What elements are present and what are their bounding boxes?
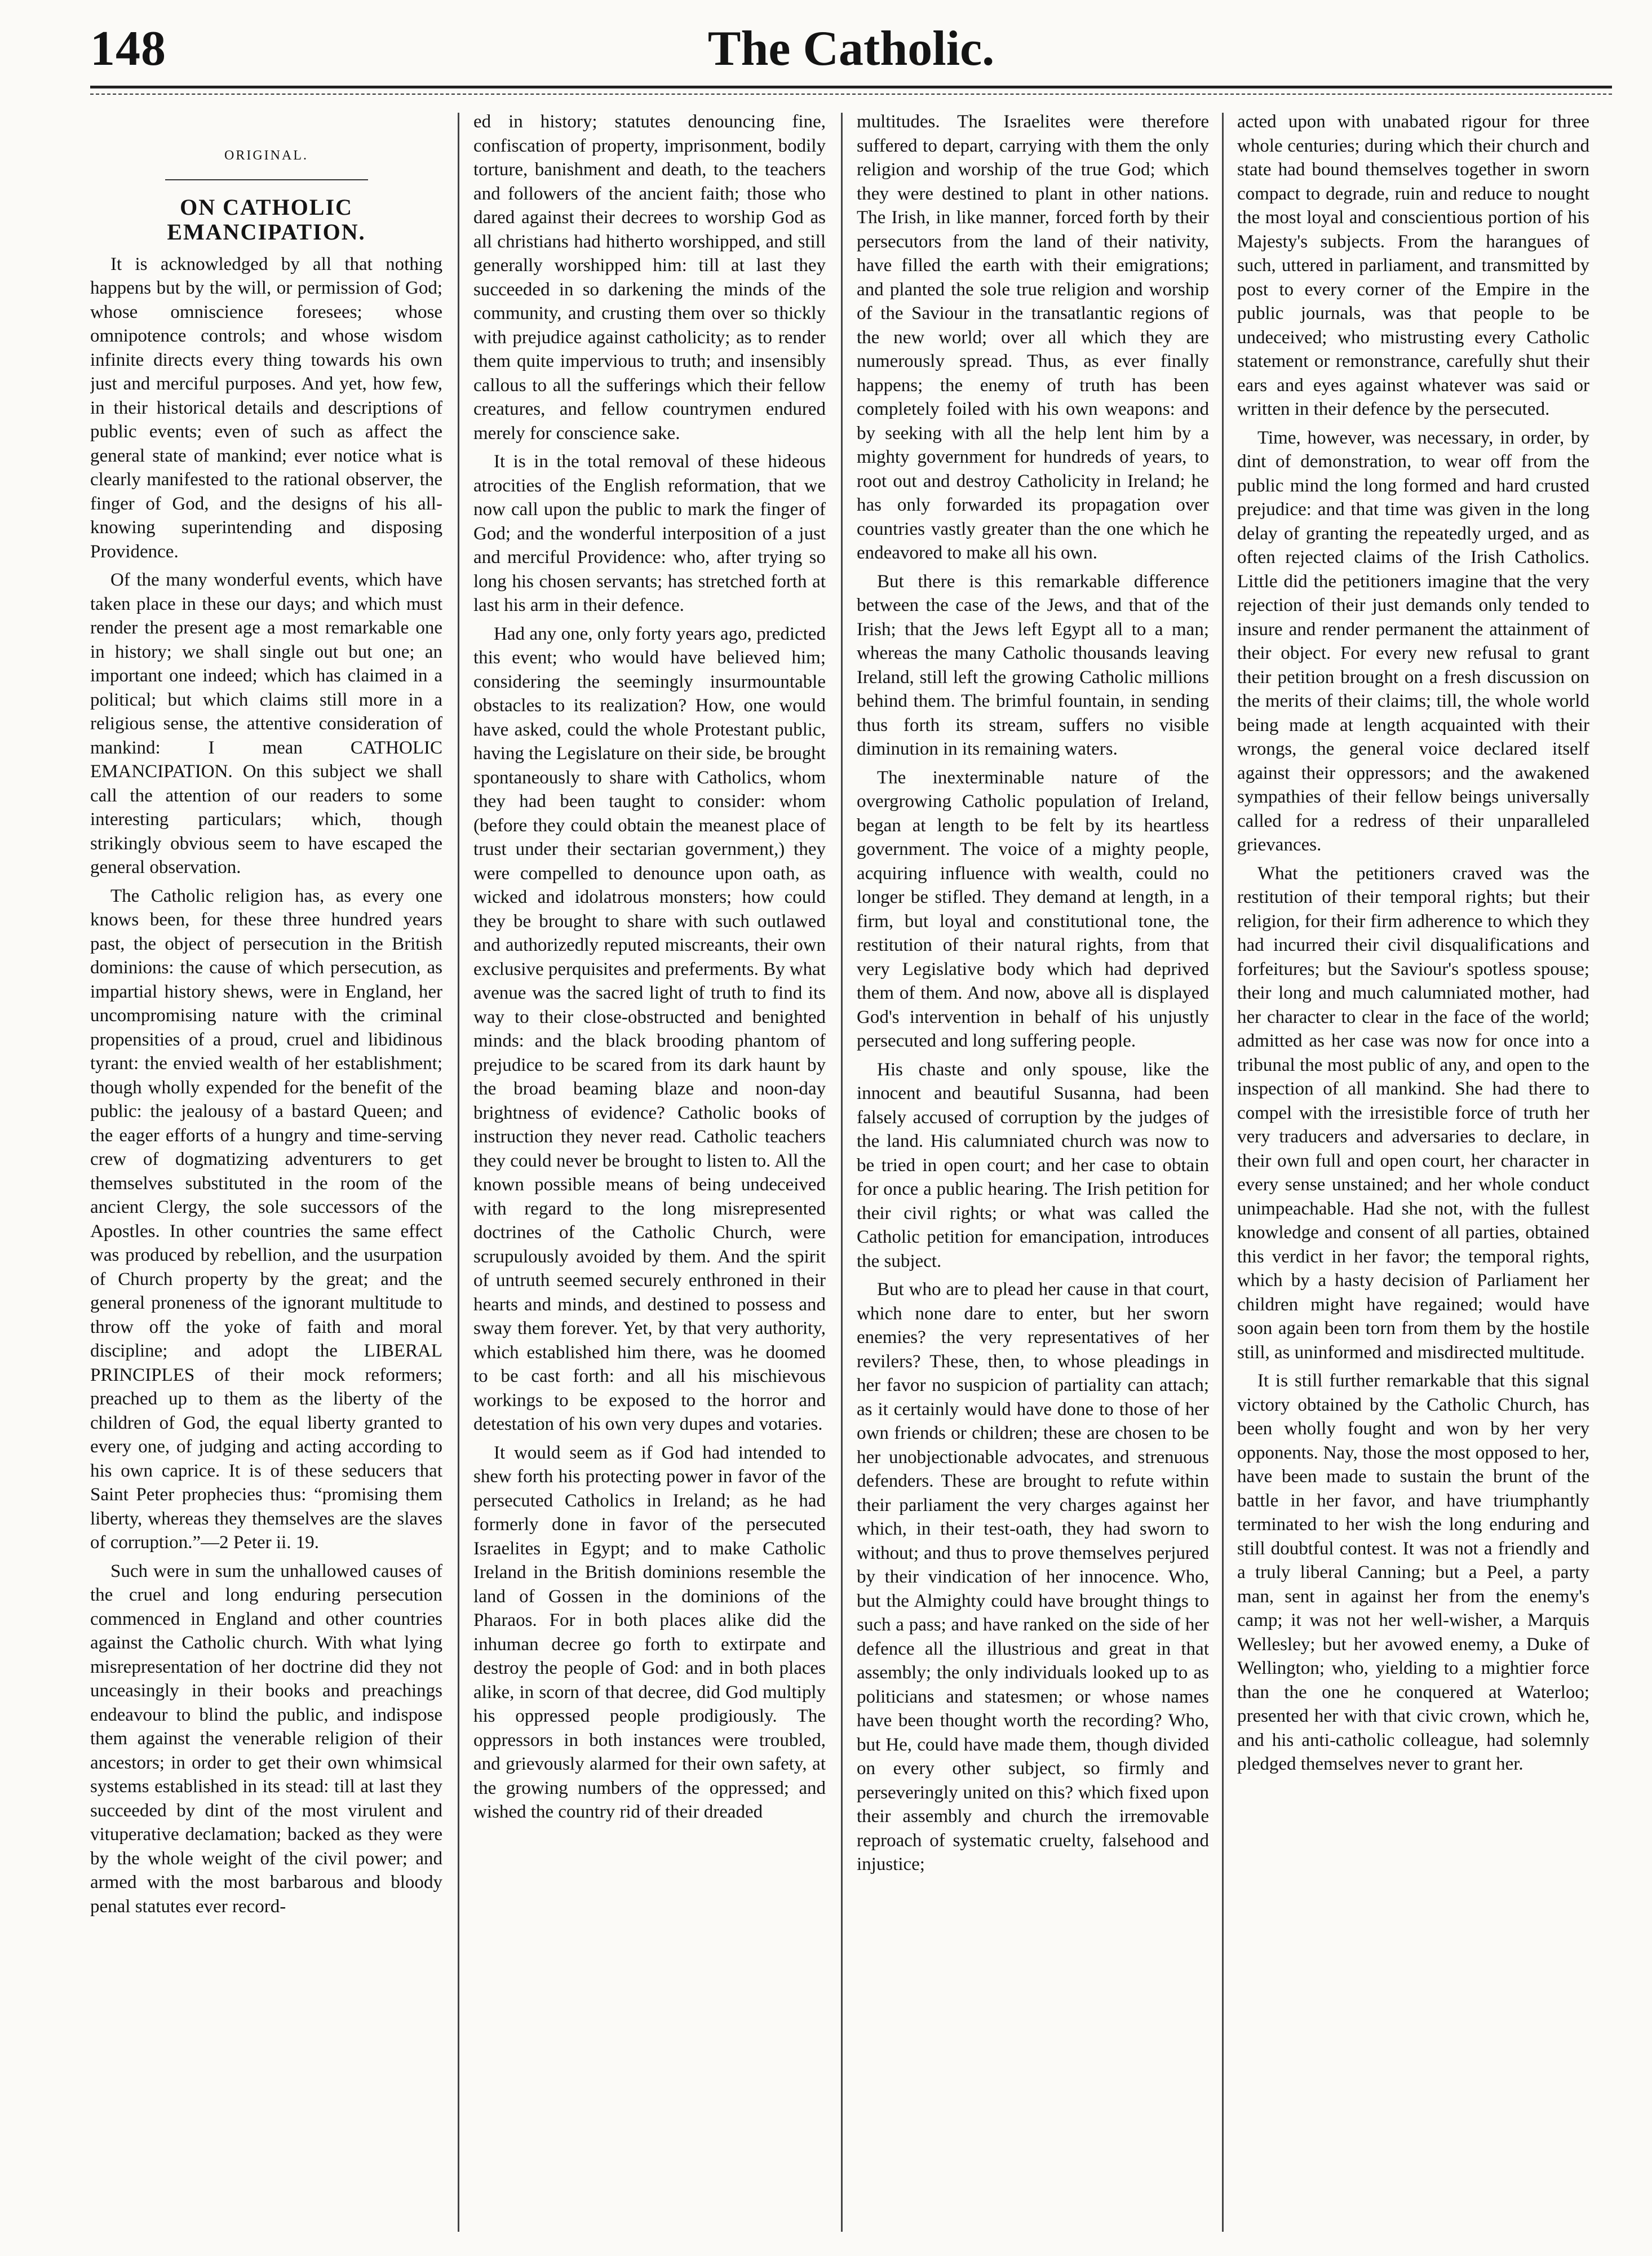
- header-rule: [90, 86, 1612, 88]
- section-rule: [165, 179, 368, 180]
- paragraph: acted upon with unabated rigour for three whole centuries; during which their church and state had bound themselves together in sworn compact to degrade, ruin and reduce to nought the most loyal and conscientious portion of his Majesty's subjects. From the harangues of such, uttered in parliament, and transmitted by post to every corner of the Empire in the public journals, was that people to be undeceived; who mistrusting every Catholic statement or remonstrance, carefully shut their ears and eyes against whatever was said or written in their defence by the persecuted.: [1237, 112, 1589, 419]
- paragraph: multitudes. The Israelites were therefore suffered to depart, carrying with them the only religion and worship of the true God; which they were destined to plant in other nations. The Irish, in like manner, forced forth by their persecutors from the land of their nativity, have filled the earth with their emigrations; and planted the sole true religion and worship of the Saviour in the transatlantic regions of the new world; over all which they are numerously spread. Thus, as ever finally happens; the enemy of truth has been completely foiled with his own weapons: and by seeking with all the help lent him by a mighty government for hundreds of years, to root out and destroy Catholicity in Ireland; he has only forwarded its propagation over countries vastly greater than the one which he endeavored to make all his own.: [857, 112, 1209, 563]
- paragraph: But there is this remarkable difference between the case of the Jews, and that of the Irish; that the Jews left Egypt all to a man; whereas the many Catholic thousands leaving Ireland, still left the growing Catholic millions behind them. The brimful fountain, in sending thus forth its stream, suffers no visible diminution in its remaining waters.: [857, 571, 1209, 759]
- paragraph: But who are to plead her cause in that court, which none dare to enter, but her sworn enemies? the very representatives of her revilers? These, then, to whose pleadings in her favor no suspicion of partiality can attach; as it certainly would have done to those of her own friends or children; these are chosen to be her unobjectionable advocates, and strenuous defenders. These are brought to refute within their parliament the very charges against her which, in their test-oath, they had sworn to without; and thus to prove themselves perjured by their vindication of her innocence. Who, but the Almighty could have brought things to such a pass; and have ranked on the side of her defence all the illustrious and great in that assembly; the only individuals looked up to as politicians and statesmen; or whose names have been thought worth the recording? Who, but He, could have made them, though divided on every other subject, so firmly and perseveringly united on this? which fixed upon their assembly and church the irremovable reproach of systematic cruelty, falsehood and injustice;: [857, 1279, 1209, 1874]
- paragraph: What the petitioners craved was the restitution of their temporal rights; but their religion, for their firm adherence to which they had incurred their civil disqualifications and forfeitures; but the Saviour's spotless spouse; their long and much calumniated mother, had her character to clear in the face of the world; admitted as her case was now for once into a tribunal the most public of any, and open to the inspection of all mankind. She had there to compel with the irresistible force of truth her very traducers and adversaries to declare, in their own full and open court, her character in every sense unstained; and her whole conduct unimpeachable. Had she not, with the fullest knowledge and consent of all parties, obtained this verdict in her favor; the temporal rights, which by a hasty decision of Parliament her children might have regained; would have soon again been torn from them by the hostile still, as uninformed and misdirected multitude.: [1237, 863, 1589, 1363]
- paragraph: The Catholic religion has, as every one knows been, for these three hundred years past, the object of persecution in the British dominions: the cause of which persecution, as impartial history shews, were in England, her uncompromising nature with the criminal propensities of a proud, cruel and libidinous tyrant: the envied wealth of her establishment; though wholly expended for the benefit of the public: the jealousy of a bastard Queen; and the eager efforts of a hungry and time-serving crew of dogmatizing adventurers to get themselves substituted in the room of the ancient Clergy, the sole successors of the Apostles. In other countries the same effect was produced by rebellion, and the usurpation of Church property by the great; and the general proneness of the ignorant multitude to throw off the yoke of faith and moral discipline; and adopt the LIBERAL PRINCIPLES of their mock reformers; preached up to them as the liberty of the children of God, the equal liberty granted to every one, of judging and acting according to his own caprice. It is of these seducers that Saint Peter prophecies thus: “promising them liberty, whereas they themselves are the slaves of corruption.”—2 Peter ii. 19.: [90, 885, 442, 1553]
- journal-title: The Catholic.: [707, 21, 995, 76]
- column-divider: [1222, 113, 1224, 2232]
- paragraph: The inexterminable nature of the overgrowing Catholic population of Ireland, began at length to be felt by its heartless government. The voice of a mighty people, acquiring influence with wealth, could no longer be stifled. They demand at length, in a firm, but loyal and constitutional tone, the restitution of their natural rights, from that very Legislative body which had deprived them of them. And now, above all is displayed God's intervention in behalf of his unjustly persecuted and long suffering people.: [857, 767, 1209, 1051]
- paragraph: It would seem as if God had intended to shew forth his protecting power in favor of the persecuted Catholics in Ireland; as he had formerly done in favor of the persecuted Israelites in Egypt; and to make Catholic Ireland in the British dominions resemble the land of Gossen in the dominions of the Pharaos. For in both places alike did the inhuman decree go forth to extirpate and destroy the people of God: and in both places alike, in scorn of that decree, did God multiply his oppressed people prodigiously. The oppressors in both instances were troubled, and grievously alarmed for their own safety, at the growing numbers of the oppressed; and wished the country rid of their dreaded: [473, 1442, 826, 1822]
- paragraph: Of the many wonderful events, which have taken place in these our days; and which must render the present age a most remarkable one in history; we shall single out but one; an important one indeed; which has claimed in a political; but which claims still more in a religious sense, the attentive consideration of mankind: I mean CATHOLIC EMANCIPATION. On this subject we shall call the attention of our readers to some interesting particulars; which, though strikingly obvious seem to have escaped the general observation.: [90, 570, 442, 877]
- header-rule-dashed: [90, 94, 1612, 95]
- paragraph: ed in history; statutes denouncing fine, confiscation of property, imprisonment, bodily torture, banishment and death, to the teachers and followers of the ancient faith; those who dared against their decrees to worship God as all christians had hitherto worshipped, and still generally worshipped him: till at last they succeeded in so darkening the minds of the community, and crusting them over so thickly with prejudice against catholicity; as to render them quite impervious to truth; and insensibly callous to all the sufferings which their fellow creatures, and fellow countrymen endured merely for conscience sake.: [473, 112, 826, 444]
- paragraph: It is in the total removal of these hideous atrocities of the English reformation, that we now call upon the public to mark the finger of God; and the wonderful interposition of a just and merciful Providence: who, after trying so long his chosen servants; has stretched forth at last his arm in their defence.: [473, 451, 826, 615]
- section-label: ORIGINAL.: [224, 148, 308, 163]
- paragraph: His chaste and only spouse, like the innocent and beautiful Susanna, had been falsely accused of corruption by the judges of the land. His calumniated church was now to be tried in open court; and her case to obtain for once a public hearing. The Irish petition for their civil rights; or what was called the Catholic petition for emancipation, introduces the subject.: [857, 1059, 1209, 1271]
- page-number: 148: [90, 21, 166, 76]
- masthead: [90, 16, 1612, 78]
- paragraph: It is acknowledged by all that nothing happens but by the will, or permission of God; whose omniscience foresees; whose omnipotence controls; and whose wisdom infinite directs every thing towards his own just and merciful purposes. And yet, how few, in their historical details and descriptions of public events; even of such as affect the general state of mankind; ever notice what is clearly manifested to the rational observer, the finger of God, and the designs of his all-knowing superintending and disposing Providence.: [90, 254, 442, 562]
- article-title: ON CATHOLIC EMANCIPATION.: [167, 194, 366, 245]
- paragraph: Such were in sum the unhallowed causes of the cruel and long enduring persecution commenced in England and other countries against the Catholic church. With what lying misrepresentation of her doctrine did they not unceasingly in their books and preachings endeavour to blind the public, and indispose them against the venerable religion of their ancestors; in order to get their own whimsical systems established in its stead: till at last they succeeded by dint of the most virulent and vituperative declamation; backed as they were by the whole weight of the civil power; and armed with the most barbarous and bloody penal statutes ever record-: [90, 1561, 442, 1917]
- column-divider: [841, 113, 843, 2232]
- column-4: [1237, 110, 1589, 2235]
- column-1: [90, 110, 442, 2235]
- paragraph: It is still further remarkable that this signal victory obtained by the Catholic Church, has been wholly fought and won by her very opponents. Nay, those the most opposed to her, have been made to sustain the brunt of the battle in her favor, and have triumphantly terminated to her wish the long enduring and still doubtful contest. It was not a friendly and a truly liberal Canning; but a Peel, a party man, sent in against her from the enemy's camp; it was not her well-wisher, a Marquis Wellesley; but her avowed enemy, a Duke of Wellington; who, yielding to a mightier force than the one he conquered at Waterloo; presented her with that civic crown, which he, and his anti-catholic colleague, had solemnly pledged themselves never to grant her.: [1237, 1371, 1589, 1774]
- column-divider: [458, 113, 459, 2232]
- paragraph: Had any one, only forty years ago, predicted this event; who would have believed him; considering the seemingly insurmountable obstacles to its realization? How, one would have asked, could the whole Protestant public, having the Legislature on their side, be brought spontaneously to share with Catholics, whom they had been taught to consider: whom (before they could obtain the meanest place of trust under their sectarian government,) they were compelled to denounce upon oath, as wicked and idolatrous monsters; how could they be brought to share with such outlawed and authorizedly reputed miscreants, their own exclusive perquisites and preferments. By what avenue was the sacred light of truth to find its way to their close-obstructed and benighted minds: and the black brooding phantom of prejudice to be scared from its dark haunt by the broad beaming blaze and noon-day brightness of evidence? Catholic books of instruction they never read. Catholic teachers they could never be brought to listen to. All the known possible means of being undeceived with regard to the long misrepresented doctrines of the Catholic Church, were scrupulously avoided by them. And the spirit of untruth seemed securely enthroned in their hearts and minds, and destined to possess and sway them forever. Yet, by that very authority, which established him there, was he doomed to be cast forth: and all his mischievous workings to be exposed to the horror and detestation of his own very dupes and votaries.: [473, 623, 826, 1434]
- column-3: [857, 110, 1209, 2235]
- paragraph: Time, however, was necessary, in order, by dint of demonstration, to wear off from the public mind the long formed and hard crusted prejudice: and that time was given in the long delay of granting the repeatedly urged, and as often rejected claims of the Irish Catholics. Little did the petitioners imagine that the very rejection of their just demands only tended to insure and render permanent the attainment of their object. For every new refusal to grant their petition brought on a fresh discussion on the merits of their claims; till, the whole world being made at length acquainted with their wrongs, the general voice declared itself against their oppressors; and the awakened sympathies of their fellow beings universally called for a redress of their unparalleled grievances.: [1237, 427, 1589, 855]
- column-2: [473, 110, 826, 2235]
